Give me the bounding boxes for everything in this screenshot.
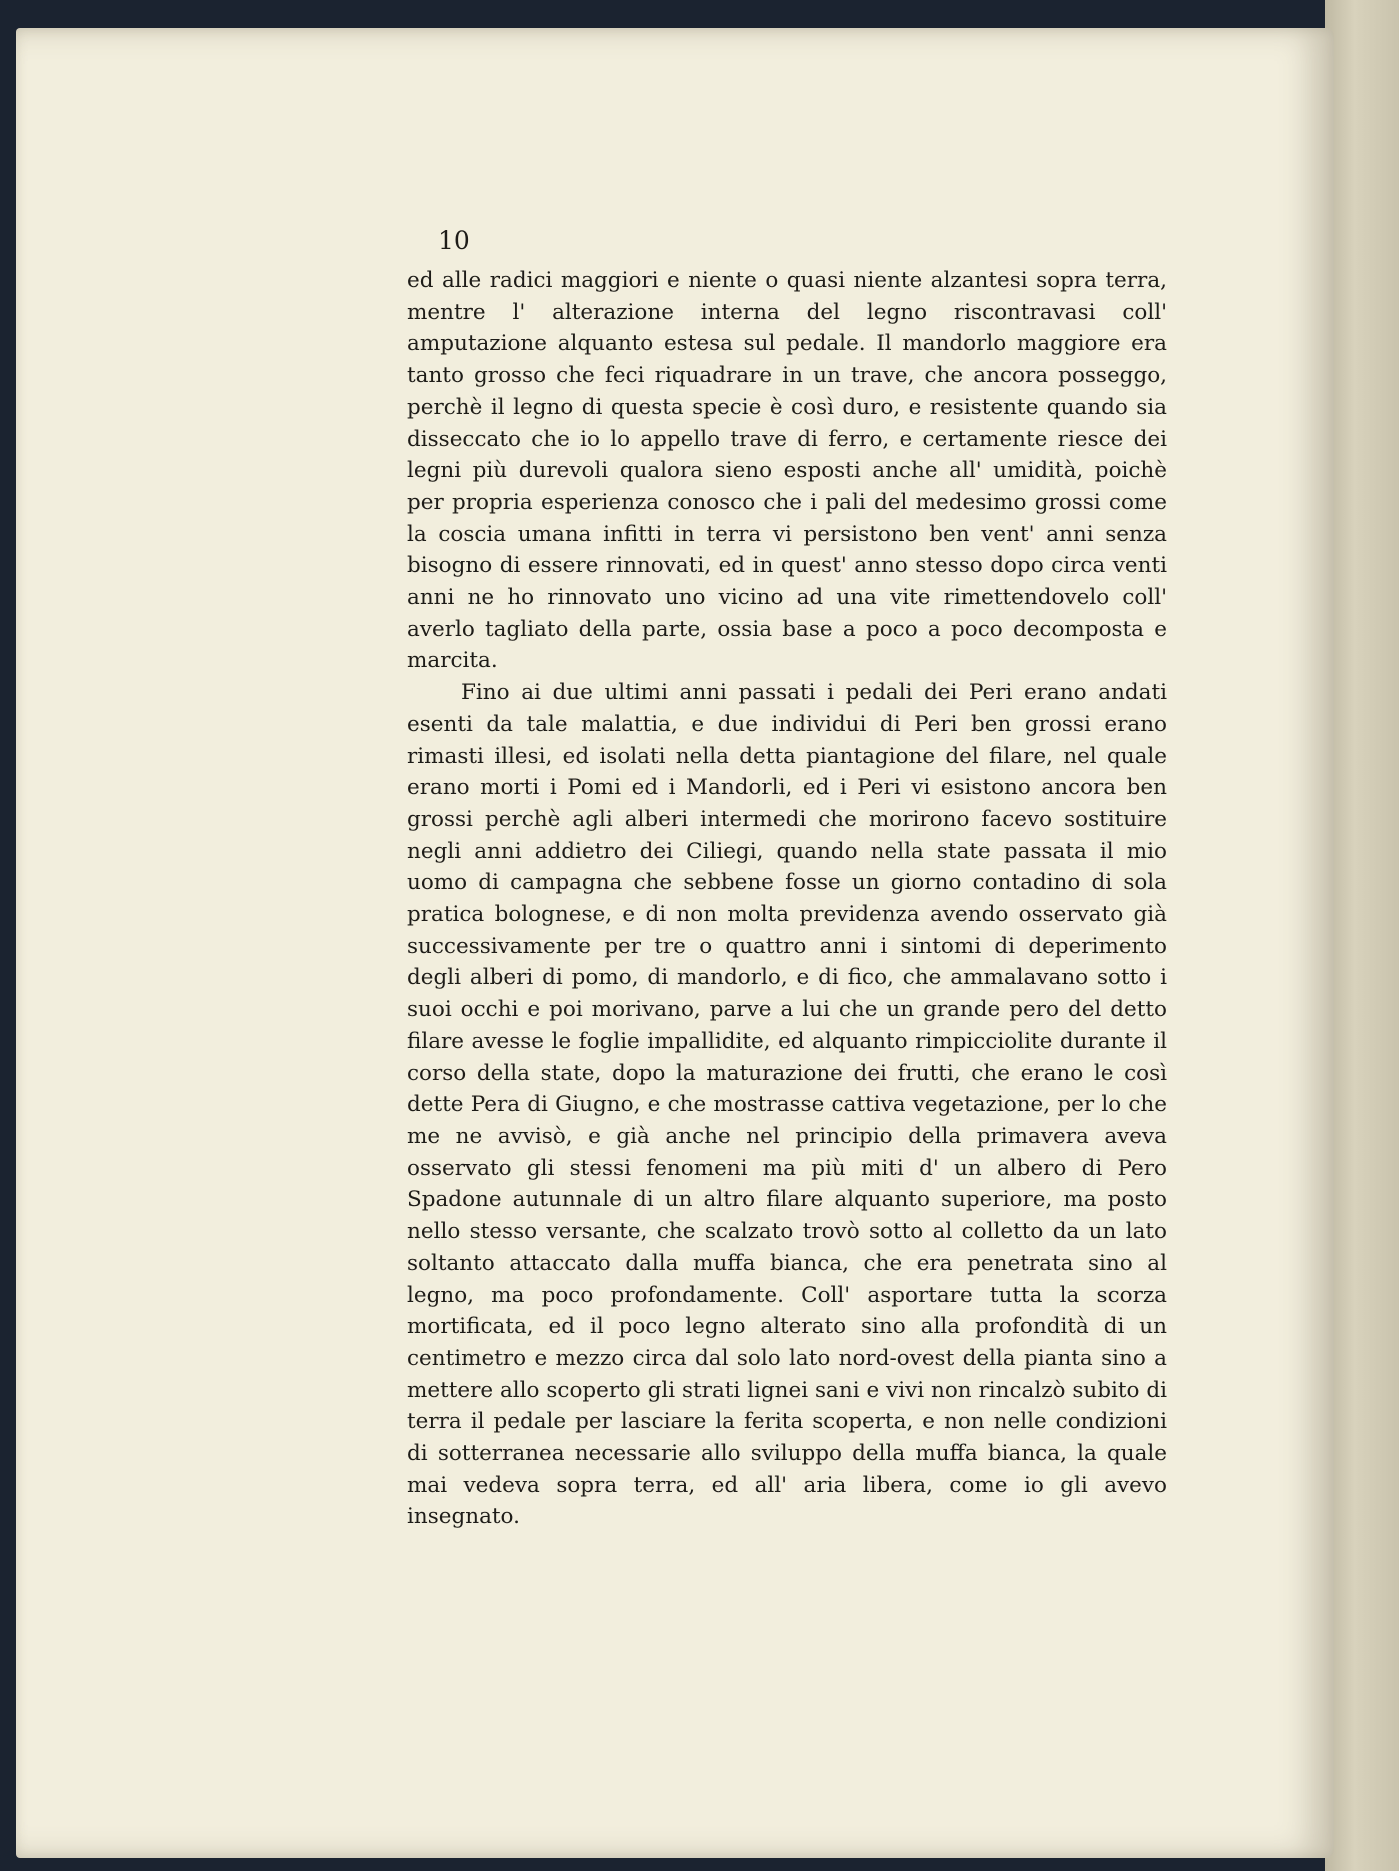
book-page	[16, 28, 1334, 1858]
page-number: 10	[438, 226, 470, 255]
paragraph: ed alle radici maggiori e niente o quasi niente alzantesi sopra terra, mentre l' alterazione interna del legno riscontravasi coll' amputazione alquanto estesa sul pedale. Il mandorlo maggiore era tanto grosso che feci riquadrare in un trave, che ancora posseggo, perchè il legno di questa specie è così duro, e resistente quando sia disseccato che io lo appello trave di ferro, e certamente riesce dei legni più durevoli qualora sieno esposti anche all' umidità, poichè per propria esperienza conosco che i pali del medesimo grossi come la coscia umana infitti in terra vi persistono ben vent' anni senza bisogno di essere rinnovati, ed in quest' anno stesso dopo circa venti anni ne ho rinnovato uno vicino ad una vite rimettendovelo coll' averlo tagliato della parte, ossia base a poco a poco decomposta e marcita.	[407, 268, 1167, 674]
adjacent-page-edge	[1325, 0, 1399, 1871]
paragraph: Fino ai due ultimi anni passati i pedali dei Peri erano andati esenti da tale malattia, e due individui di Peri ben grossi erano rimasti illesi, ed isolati nella detta piantagione del filare, nel quale erano morti i Pomi ed i Mandorli, ed i Peri vi esistono ancora ben grossi perchè agli alberi intermedi che morirono facevo sostituire negli anni addietro dei Ciliegi, quando nella state passata il mio uomo di campagna che sebbene fosse un giorno contadino di sola pratica bolognese, e di non molta previdenza avendo osservato già successivamente per tre o quattro anni i sintomi di deperimento degli alberi di pomo, di mandorlo, e di fico, che ammalavano sotto i suoi occhi e poi morivano, parve a lui che un grande pero del detto filare avesse le foglie impallidite, ed alquanto rimpicciolite durante il corso della state, dopo la maturazione dei frutti, che erano le così dette Pera di Giugno, e che mostrasse cattiva vegetazione, per lo che me ne avvisò, e già anche nel principio della primavera aveva osservato gli stessi fenomeni ma più miti d' un albero di Pero Spadone autunnale di un altro filare alquanto superiore, ma posto nello stesso versante, che scalzato trovò sotto al colletto da un lato soltanto attaccato dalla muffa bianca, che era penetrata sino al legno, ma poco profondamente. Coll' asportare tutta la scorza mortificata, ed il poco legno alterato sino alla profondità di un centimetro e mezzo circa dal solo lato nord-ovest della pianta sino a mettere allo scoperto gli strati lignei sani e vivi non rincalzò subito di terra il pedale per lasciare la ferita scoperta, e non nelle condizioni di sotterranea necessarie allo sviluppo della muffa bianca, la quale mai vedeva sopra terra, ed all' aria libera, come io gli avevo insegnato.	[407, 680, 1167, 1530]
page-body-text	[407, 265, 1167, 1533]
